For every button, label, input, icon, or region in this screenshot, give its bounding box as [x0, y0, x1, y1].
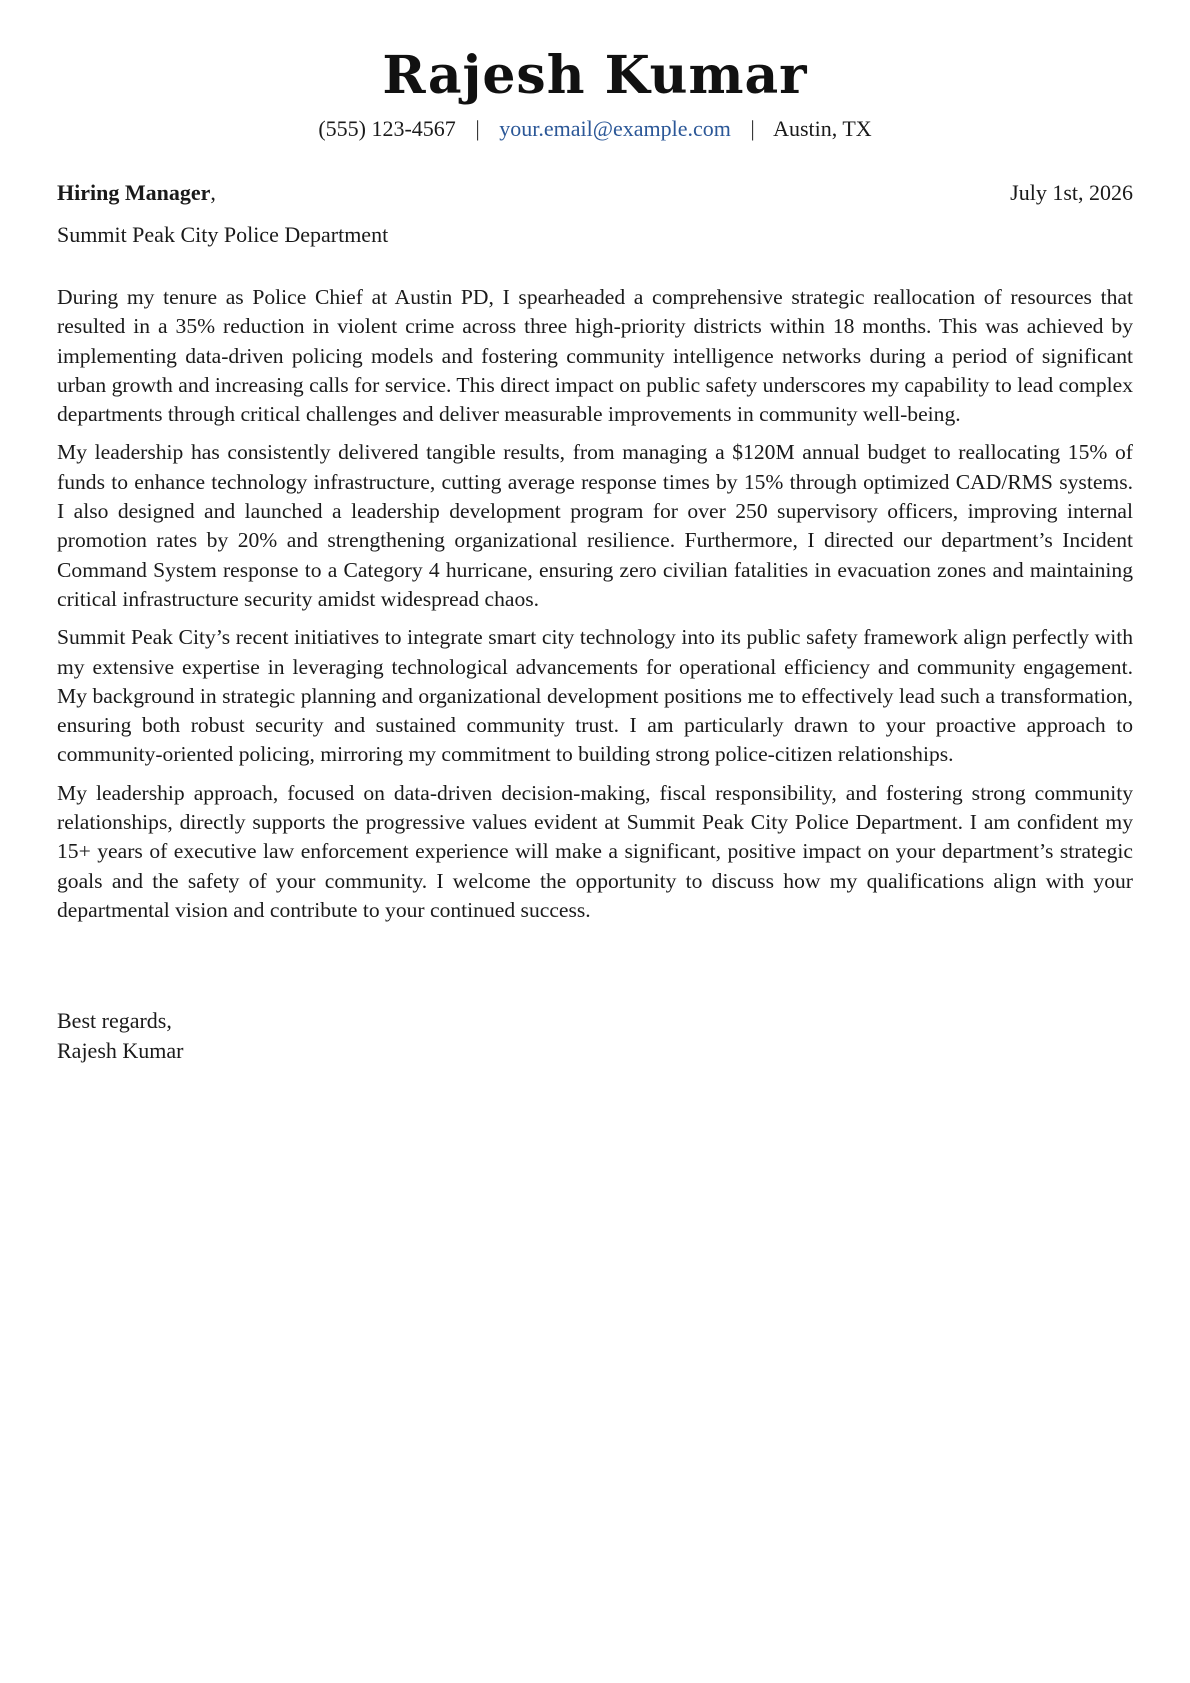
- applicant-name: Rajesh Kumar: [382, 45, 808, 106]
- signature-name: Rajesh Kumar: [57, 1038, 184, 1063]
- contact-separator: |: [750, 116, 755, 141]
- contact-line: [57, 115, 1133, 143]
- recipient-name: Hiring Manager: [57, 180, 211, 205]
- body-paragraph: Summit Peak City’s recent initiatives to integrate smart city technology into its public safety framework align perfectly with my extensive expertise in leveraging technological advancements for operational efficiency and community engagement. My background in strategic planning and organizational development positions me to effectively lead such a transformation, ensuring both robust security and sustained community trust. I am particularly drawn to your proactive approach to community-oriented policing, mirroring my commitment to building strong police-citizen relationships.: [57, 625, 1133, 767]
- contact-separator: |: [475, 116, 480, 141]
- recipient-line: [57, 179, 1133, 207]
- closing-block: [57, 1006, 183, 1066]
- phone-number: (555) 123-4567: [318, 116, 456, 141]
- letter-body: [57, 283, 1133, 934]
- location: Austin, TX: [773, 116, 872, 141]
- closing-salutation: Best regards,: [57, 1008, 172, 1033]
- cover-letter-page: [57, 0, 1133, 1683]
- recipient-suffix: ,: [210, 180, 216, 205]
- recipient-organization: Summit Peak City Police Department: [57, 222, 389, 247]
- letter-date: July 1st, 2026: [1010, 180, 1133, 205]
- body-paragraph: My leadership approach, focused on data-driven decision-making, fiscal responsibility, and fostering strong community relationships, directly supports the progressive values evident at Summit Peak City Police Department. I am confident my 15+ years of executive law enforcement experience will make a significant, positive impact on your department’s strategic goals and the safety of your community. I welcome the opportunity to discuss how my qualifications align with your departmental vision and contribute to your continued success.: [57, 780, 1133, 922]
- body-paragraph: During my tenure as Police Chief at Austin PD, I spearheaded a comprehensive strategic reallocation of resources that resulted in a 35% reduction in violent crime across three high-priority districts within 18 months. This was achieved by implementing data-driven policing models and fostering community intelligence networks during a period of significant urban growth and increasing calls for service. This direct impact on public safety underscores my capability to lead complex departments through critical challenges and deliver measurable improvements in community well-being.: [57, 285, 1133, 427]
- email-link[interactable]: your.email@example.com: [499, 116, 731, 141]
- body-paragraph: My leadership has consistently delivered tangible results, from managing a $120M annual budget to reallocating 15% of funds to enhance technology infrastructure, cutting average response times by 15% through optimized CAD/RMS systems. I also designed and launched a leadership development program for over 250 supervisory officers, improving internal promotion rates by 20% and strengthening organizational resilience. Furthermore, I directed our department’s Incident Command System response to a Category 4 hurricane, ensuring zero civilian fatalities in evacuation zones and maintaining critical infrastructure security amidst widespread chaos.: [57, 440, 1133, 611]
